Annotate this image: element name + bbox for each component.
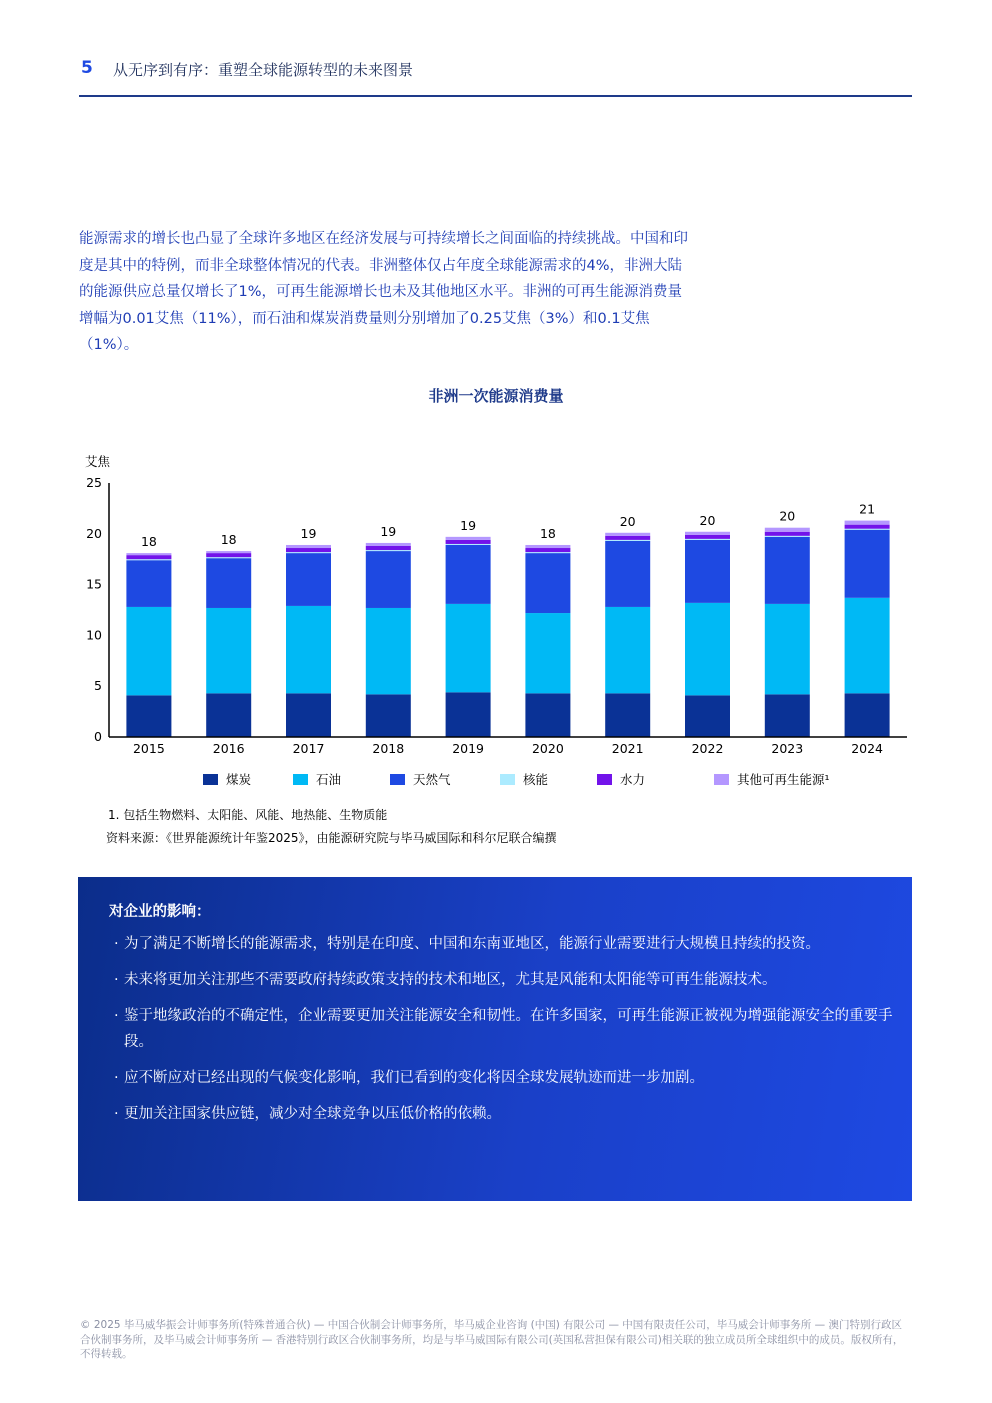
bar-segment bbox=[525, 545, 570, 548]
legend-label: 煤炭 bbox=[226, 772, 252, 787]
legend-item bbox=[597, 770, 645, 788]
bar-segment bbox=[446, 537, 491, 540]
bar-segment bbox=[446, 545, 491, 604]
bar-segment bbox=[446, 604, 491, 692]
bar-total-label: 19 bbox=[380, 523, 397, 539]
x-tick-label: 2019 bbox=[452, 741, 485, 756]
impact-item-text: 更加关注国家供应链，减少对全球竞争以压低价格的依赖。 bbox=[124, 1106, 501, 1122]
bar-segment bbox=[845, 693, 890, 737]
bar-segment bbox=[685, 535, 730, 539]
legend-label: 核能 bbox=[523, 772, 549, 787]
bar-segment bbox=[126, 695, 171, 737]
bar-segment bbox=[605, 533, 650, 536]
bar-segment bbox=[366, 608, 411, 694]
bar-segment bbox=[765, 537, 810, 604]
impact-item bbox=[114, 931, 894, 957]
x-tick-label: 2018 bbox=[372, 741, 405, 756]
chart-title: 非洲一次能源消费量 bbox=[428, 387, 564, 405]
bar-segment bbox=[126, 555, 171, 559]
bar-segment bbox=[286, 545, 331, 548]
legend-item bbox=[203, 770, 251, 788]
y-tick-label: 15 bbox=[86, 576, 102, 592]
page-number: 5 bbox=[81, 58, 93, 78]
bar-total-label: 19 bbox=[460, 517, 477, 533]
legend-label: 水力 bbox=[620, 772, 646, 787]
impact-title: 对企业的影响： bbox=[109, 904, 211, 920]
legend-swatch bbox=[293, 774, 308, 785]
impact-item bbox=[114, 1101, 894, 1127]
bullet-icon: · bbox=[114, 936, 119, 952]
impact-item-text: 应不断应对已经出现的气候变化影响，我们已看到的变化将因全球发展轨迹而进一步加剧。 bbox=[124, 1070, 704, 1086]
legend-swatch bbox=[714, 774, 729, 785]
bar-segment bbox=[446, 540, 491, 544]
bullet-icon: · bbox=[114, 972, 119, 988]
legend-swatch bbox=[390, 774, 405, 785]
bar-segment bbox=[286, 606, 331, 693]
bar-segment bbox=[206, 557, 251, 558]
impact-item-text: 未来将更加关注那些不需要政府持续政策支持的技术和地区，尤其是风能和太阳能等可再生能源技术。 bbox=[124, 972, 777, 988]
bar-segment bbox=[845, 521, 890, 525]
bar-segment bbox=[605, 540, 650, 541]
y-tick-label: 25 bbox=[86, 475, 102, 490]
y-tick-label: 0 bbox=[94, 729, 102, 744]
bar-segment bbox=[446, 544, 491, 545]
bar-segment bbox=[366, 546, 411, 550]
legend-label: 天然气 bbox=[413, 772, 451, 787]
y-tick-label: 5 bbox=[94, 678, 102, 694]
bar-segment bbox=[765, 694, 810, 737]
bar-segment bbox=[605, 536, 650, 540]
legend-label: 石油 bbox=[316, 772, 342, 787]
bar-segment bbox=[366, 694, 411, 737]
header-title: 从无序到有序：重塑全球能源转型的未来图景 bbox=[113, 61, 414, 79]
bar-segment bbox=[525, 613, 570, 693]
x-tick-label: 2021 bbox=[611, 741, 644, 756]
intro-paragraph: 能源需求的增长也凸显了全球许多地区在经济发展与可持续增长之间面临的持续挑战。中国和印度是其中的特例，而非全球整体情况的代表。非洲整体仅占年度全球能源需求的4%，非洲大陆的能源供应总量仅增长了1%，可再生能源增长也未及其他地区水平。非洲的可再生能源消费量增幅为0.01艾焦（11%），而石油和煤炭消费量则分别增加了0.25艾焦（3%）和0.1艾焦（1%）。 bbox=[79, 231, 688, 353]
bar-segment bbox=[126, 559, 171, 560]
bar-segment bbox=[366, 550, 411, 551]
bar-segment bbox=[525, 548, 570, 552]
bullet-icon: · bbox=[114, 1070, 119, 1086]
bar-total-label: 20 bbox=[699, 512, 716, 528]
bar-segment bbox=[685, 532, 730, 535]
page-header bbox=[79, 56, 912, 96]
y-tick-label: 20 bbox=[86, 525, 102, 541]
copyright-notice: © 2025 毕马威华振会计师事务所(特殊普通合伙) — 中国合伙制会计师事务所，毕马威企业咨询 (中国) 有限公司 — 中国有限责任公司，毕马威会计师事务所 — 澳门特别行政区合伙制事务所，及毕马威会计师事务所 — 香港特别行政区合伙制事务所，均是与毕马威国际有限公司(英国私营担保有限公司)相关联的独立成员所全球组织中的成员。版权所有，不得转载。 bbox=[80, 1319, 904, 1360]
bar-total-label: 18 bbox=[539, 525, 556, 541]
bar-segment bbox=[206, 553, 251, 557]
x-tick-label: 2017 bbox=[292, 741, 325, 756]
x-tick-label: 2024 bbox=[851, 741, 884, 756]
bar-segment bbox=[845, 529, 890, 530]
bar-segment bbox=[605, 693, 650, 737]
bar-total-label: 18 bbox=[220, 532, 237, 548]
bullet-icon: · bbox=[114, 1008, 119, 1024]
bullet-icon: · bbox=[114, 1106, 119, 1122]
bar-segment bbox=[845, 530, 890, 598]
impact-list bbox=[114, 931, 894, 1137]
bar-segment bbox=[765, 532, 810, 536]
impact-item bbox=[114, 967, 894, 993]
bar-total-label: 21 bbox=[859, 501, 876, 517]
impact-item-text: 为了满足不断增长的能源需求，特别是在印度、中国和东南亚地区，能源行业需要进行大规模且持续的投资。 bbox=[124, 936, 820, 952]
bar-total-label: 18 bbox=[140, 534, 157, 550]
bar-segment bbox=[765, 528, 810, 532]
y-tick-label: 10 bbox=[86, 627, 102, 643]
impact-item-text: 鉴于地缘政治的不确定性，企业需要更加关注能源安全和韧性。在许多国家，可再生能源正被视为增强能源安全的重要手段。 bbox=[124, 1008, 893, 1050]
bar-total-label: 19 bbox=[300, 525, 317, 541]
stacked-bar-chart bbox=[0, 440, 992, 765]
legend-swatch bbox=[597, 774, 612, 785]
x-tick-label: 2020 bbox=[531, 741, 564, 756]
bar-total-label: 20 bbox=[619, 513, 636, 529]
bar-segment bbox=[845, 525, 890, 529]
bar-segment bbox=[126, 553, 171, 555]
legend-item bbox=[714, 770, 830, 788]
bar-segment bbox=[446, 692, 491, 737]
x-tick-label: 2016 bbox=[212, 741, 245, 756]
bar-segment bbox=[685, 695, 730, 737]
impact-item bbox=[114, 1065, 894, 1091]
bar-segment bbox=[206, 608, 251, 693]
bar-segment bbox=[765, 604, 810, 694]
bar-segment bbox=[765, 536, 810, 537]
bar-segment bbox=[605, 541, 650, 607]
bar-segment bbox=[525, 693, 570, 737]
bar-segment bbox=[525, 553, 570, 613]
legend-swatch bbox=[500, 774, 515, 785]
legend-swatch bbox=[203, 774, 218, 785]
legend-label: 其他可再生能源¹ bbox=[737, 772, 830, 787]
bar-segment bbox=[286, 553, 331, 606]
bar-segment bbox=[525, 552, 570, 553]
bar-segment bbox=[126, 607, 171, 695]
legend-item bbox=[500, 770, 548, 788]
chart-footnote: 1. 包括生物燃料、太阳能、风能、地热能、生物质能 bbox=[108, 808, 388, 822]
chart-source: 资料来源：《世界能源统计年鉴2025》，由能源研究院与毕马威国际和科尔尼联合编撰 bbox=[106, 831, 557, 845]
legend-item bbox=[293, 770, 341, 788]
bar-segment bbox=[366, 551, 411, 608]
bar-segment bbox=[366, 543, 411, 546]
y-axis-label: 艾焦 bbox=[85, 454, 111, 469]
x-tick-label: 2015 bbox=[132, 741, 165, 756]
bar-segment bbox=[685, 603, 730, 695]
header-divider bbox=[79, 95, 912, 97]
bar-segment bbox=[206, 551, 251, 553]
business-impact-box bbox=[78, 877, 912, 1201]
bar-segment bbox=[845, 598, 890, 694]
bar-segment bbox=[286, 552, 331, 553]
bar-segment bbox=[206, 558, 251, 608]
bar-segment bbox=[286, 693, 331, 737]
x-tick-label: 2022 bbox=[691, 741, 724, 756]
bar-total-label: 20 bbox=[779, 508, 796, 524]
x-tick-label: 2023 bbox=[771, 741, 804, 756]
bar-segment bbox=[206, 693, 251, 737]
bar-segment bbox=[685, 540, 730, 603]
bar-segment bbox=[685, 539, 730, 540]
bar-segment bbox=[286, 548, 331, 552]
bar-segment bbox=[126, 560, 171, 607]
impact-item bbox=[114, 1003, 894, 1055]
bar-segment bbox=[605, 607, 650, 693]
legend-item bbox=[390, 770, 451, 788]
